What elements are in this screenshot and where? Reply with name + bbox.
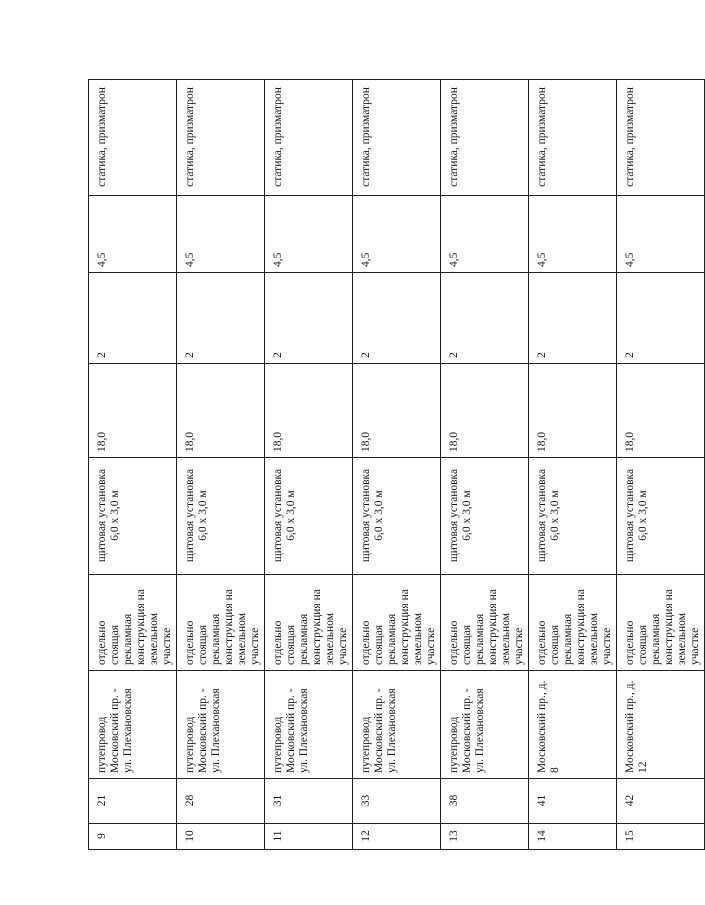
row-index-cell: 13: [441, 824, 529, 850]
table-body: [89, 80, 705, 850]
structure-number-cell: 42: [617, 779, 705, 824]
display-technology-cell: статика, призматрон: [265, 80, 353, 196]
area-value-cell: 18,0: [529, 364, 617, 458]
structure-number-cell: 28: [177, 779, 265, 824]
address-cell: Московский пр., д. 8: [529, 671, 617, 779]
structure-type-cell: отдельно стоящая рекламная конструкция на земельном участке: [265, 575, 353, 671]
structure-type-cell: отдельно стоящая рекламная конструкция на земельном участке: [617, 575, 705, 671]
sides-count-cell: 2: [265, 273, 353, 364]
table-row: [177, 80, 265, 850]
area-value-cell: 18,0: [441, 364, 529, 458]
structure-kind-cell: щитовая установка 6,0 х 3,0 м: [617, 458, 705, 575]
row-index-cell: 14: [529, 824, 617, 850]
address-cell: путепровод Московский пр. - ул. Плехановская: [353, 671, 441, 779]
sides-count-cell: 2: [441, 273, 529, 364]
display-technology-cell: статика, призматрон: [353, 80, 441, 196]
address-cell: путепровод Московский пр. - ул. Плехановская: [441, 671, 529, 779]
structure-number-cell: 21: [89, 779, 177, 824]
sides-count-cell: 2: [529, 273, 617, 364]
display-technology-cell: статика, призматрон: [617, 80, 705, 196]
display-technology-cell: статика, призматрон: [89, 80, 177, 196]
sides-count-cell: 2: [89, 273, 177, 364]
structure-kind-cell: щитовая установка 6,0 х 3,0 м: [89, 458, 177, 575]
display-technology-cell: статика, призматрон: [177, 80, 265, 196]
table-row: [441, 80, 529, 850]
sides-count-cell: 2: [353, 273, 441, 364]
row-index-cell: 10: [177, 824, 265, 850]
row-index-cell: 11: [265, 824, 353, 850]
structure-kind-cell: щитовая установка 6,0 х 3,0 м: [441, 458, 529, 575]
area-value-cell: 18,0: [265, 364, 353, 458]
structure-number-cell: 38: [441, 779, 529, 824]
structure-kind-cell: щитовая установка 6,0 х 3,0 м: [265, 458, 353, 575]
address-cell: Московский пр., д. 12: [617, 671, 705, 779]
table-row: [89, 80, 177, 850]
structure-kind-cell: щитовая установка 6,0 х 3,0 м: [529, 458, 617, 575]
structure-type-cell: отдельно стоящая рекламная конструкция на земельном участке: [441, 575, 529, 671]
display-technology-cell: статика, призматрон: [529, 80, 617, 196]
area-value-cell: 18,0: [89, 364, 177, 458]
structure-kind-cell: щитовая установка 6,0 х 3,0 м: [177, 458, 265, 575]
structure-number-cell: 41: [529, 779, 617, 824]
structure-type-cell: отдельно стоящая рекламная конструкция на земельном участке: [353, 575, 441, 671]
table-row: [529, 80, 617, 850]
area-value-cell: 18,0: [177, 364, 265, 458]
address-cell: путепровод Московский пр. - ул. Плехановская: [177, 671, 265, 779]
row-index-cell: 12: [353, 824, 441, 850]
table-row: [617, 80, 705, 850]
height-value-cell: 4,5: [177, 196, 265, 273]
sides-count-cell: 2: [617, 273, 705, 364]
height-value-cell: 4,5: [529, 196, 617, 273]
structure-type-cell: отдельно стоящая рекламная конструкция на земельном участке: [89, 575, 177, 671]
height-value-cell: 4,5: [617, 196, 705, 273]
table-row: [353, 80, 441, 850]
address-cell: путепровод Московский пр. - ул. Плехановская: [89, 671, 177, 779]
table-row: [265, 80, 353, 850]
height-value-cell: 4,5: [441, 196, 529, 273]
structure-type-cell: отдельно стоящая рекламная конструкция на земельном участке: [177, 575, 265, 671]
height-value-cell: 4,5: [89, 196, 177, 273]
height-value-cell: 4,5: [353, 196, 441, 273]
structure-number-cell: 31: [265, 779, 353, 824]
structure-type-cell: отдельно стоящая рекламная конструкция на земельном участке: [529, 575, 617, 671]
rotated-table-wrapper: [88, 80, 701, 850]
area-value-cell: 18,0: [617, 364, 705, 458]
sides-count-cell: 2: [177, 273, 265, 364]
area-value-cell: 18,0: [353, 364, 441, 458]
structure-kind-cell: щитовая установка 6,0 х 3,0 м: [353, 458, 441, 575]
display-technology-cell: статика, призматрон: [441, 80, 529, 196]
row-index-cell: 9: [89, 824, 177, 850]
address-cell: путепровод Московский пр. - ул. Плехановская: [265, 671, 353, 779]
row-index-cell: 15: [617, 824, 705, 850]
height-value-cell: 4,5: [265, 196, 353, 273]
structure-number-cell: 33: [353, 779, 441, 824]
advertising-structures-table: [88, 79, 705, 850]
